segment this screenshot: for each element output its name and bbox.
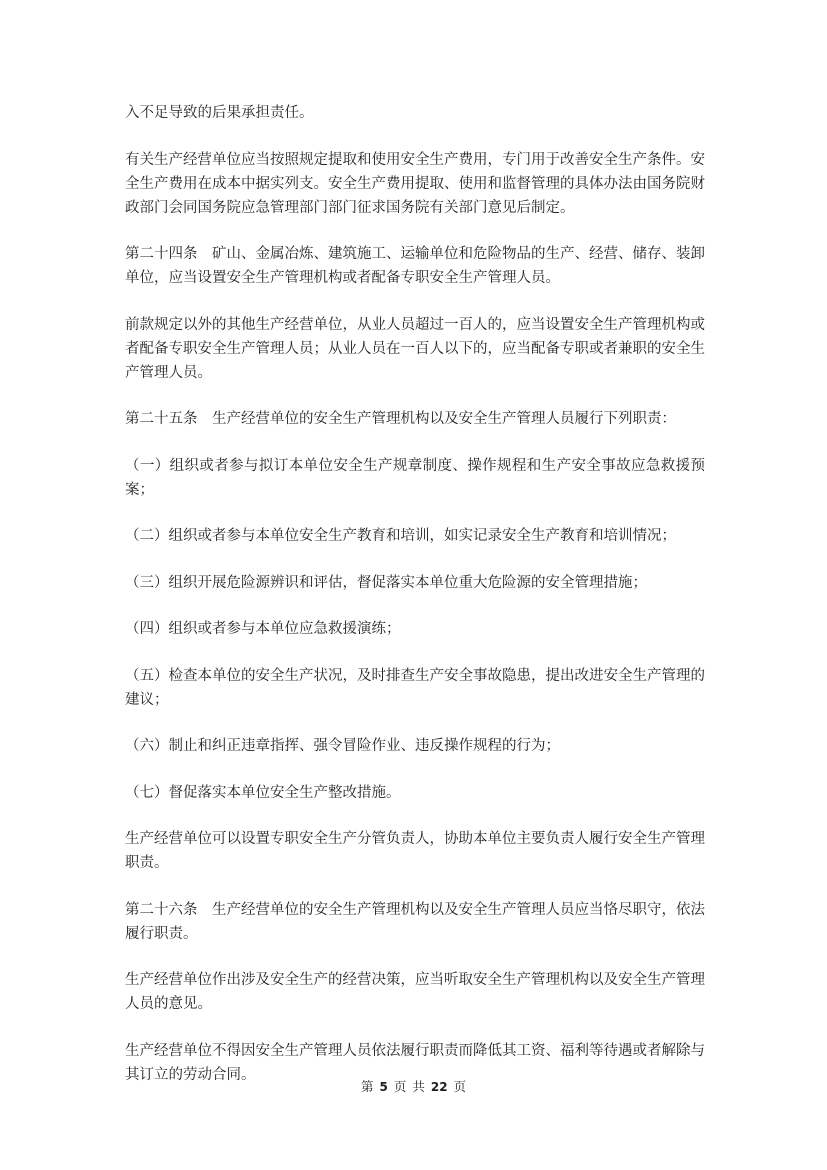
paragraph-item-6: （六）制止和纠正违章指挥、强令冒险作业、违反操作规程的行为； [125,738,560,754]
footer-label-ye-2: 页 [453,1079,467,1094]
paragraph-item-7: （七）督促落实本单位安全生产整改措施。 [125,784,401,801]
paragraph-item-1: （一）组织或者参与拟订本单位安全生产规章制度、操作规程和生产安全事故应急救援预案； [125,457,705,498]
paragraph-article-25: 第二十五条 生产经营单位的安全生产管理机构以及安全生产管理人员履行下列职责： [125,411,676,427]
paragraph-item-3: （三）组织开展危险源辨识和评估，督促落实本单位重大危险源的安全管理措施； [125,574,647,591]
paragraph: 有关生产经营单位应当按照规定提取和使用安全生产费用，专门用于改善安全生产条件。安全生产费用在成本中据实列支。安全生产费用提取、使用和监督管理的具体办法由国务院财政部门会同国务院应急管理部门部门征求国务院有关部门意见后制定。 [125,151,705,216]
document-body [125,101,705,1087]
footer-label-gong: 共 [412,1079,425,1094]
paragraph: 生产经营单位不得因安全生产管理人员依法履行职责而降低其工资、福利等待遇或者解除与其订立的劳动合同。 [125,1042,705,1083]
footer-label-ye: 页 [393,1079,407,1094]
paragraph-article-24: 第二十四条 矿山、金属冶炼、建筑施工、运输单位和危险物品的生产、经营、储存、装卸单位，应当设置安全生产管理机构或者配备专职安全生产管理人员。 [125,246,705,286]
paragraph-continuation: 入不足导致的后果承担责任。 [125,105,314,121]
paragraph: 前款规定以外的其他生产经营单位，从业人员超过一百人的，应当设置安全生产管理机构或者配备专职安全生产管理人员；从业人员在一百人以下的，应当配备专职或者兼职的安全生产管理人员。 [125,316,705,381]
paragraph: 生产经营单位可以设置专职安全生产分管负责人，协助本单位主要负责人履行安全生产管理职责。 [125,831,705,871]
footer-current-page-number: 5 [379,1080,388,1094]
paragraph-item-4: （四）组织或者参与本单位应急救援演练； [125,621,401,637]
paragraph-item-2: （二）组织或者参与本单位安全生产教育和培训，如实记录安全生产教育和培训情况； [125,528,676,544]
footer-total-pages-number: 22 [430,1080,448,1094]
paragraph: 生产经营单位作出涉及安全生产的经营决策，应当听取安全生产管理机构以及安全生产管理人员的意见。 [125,972,705,1012]
page-footer [0,1077,827,1097]
paragraph-item-5: （五）检查本单位的安全生产状况，及时排查生产安全事故隐患，提出改进安全生产管理的建议； [125,667,705,708]
footer-label-di: 第 [360,1079,374,1094]
paragraph-article-26: 第二十六条 生产经营单位的安全生产管理机构以及安全生产管理人员应当恪尽职守，依法履行职责。 [125,901,705,942]
